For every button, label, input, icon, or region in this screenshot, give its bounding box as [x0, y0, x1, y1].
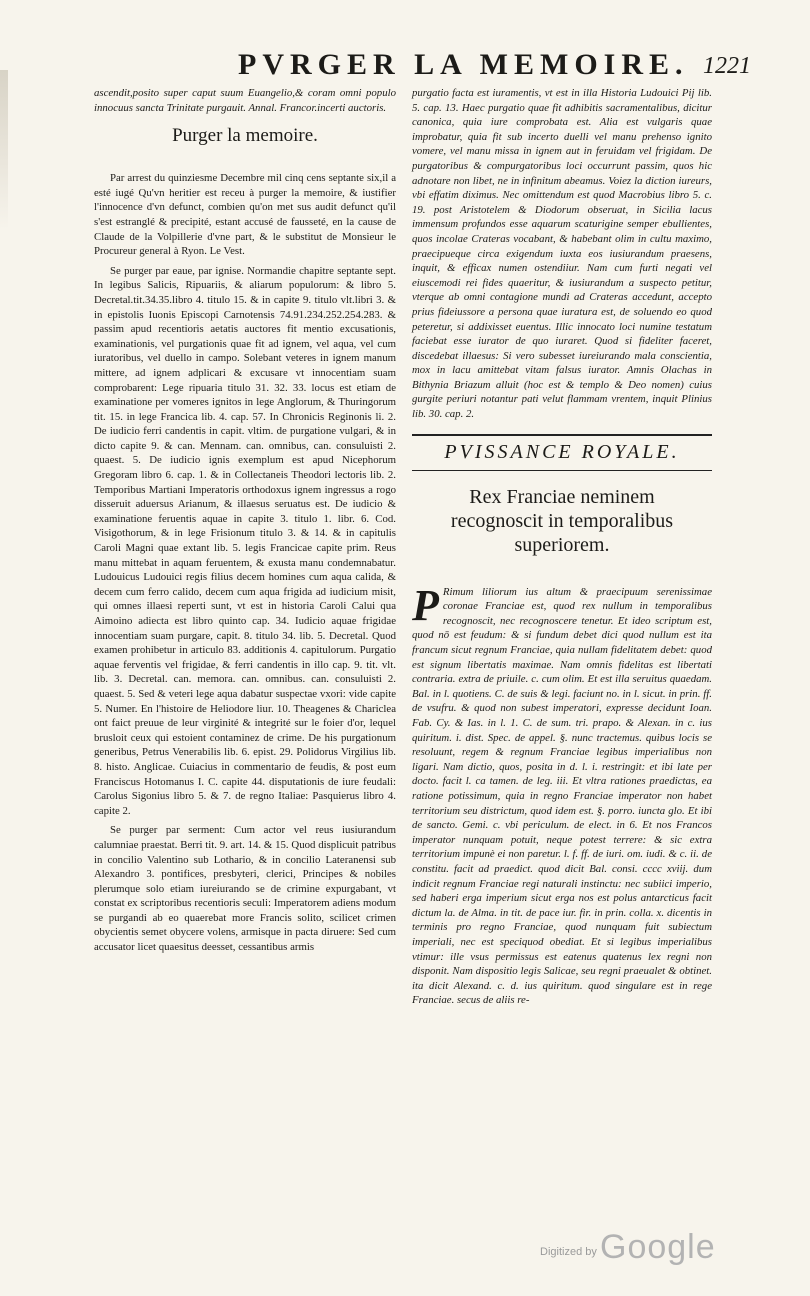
running-head: [0, 48, 810, 88]
paragraph-serment: Se purger par serment: Cum actor vel reus iusiurandum calumniae praestat. Berri tit. 9. art. 14. & 15. Quod displicuit patribus in concilio Valentino sub Lothario, & in concilio Lateranensi sub Alexandro 3. pontifices, presbyteri, clerici, Principes & nobiles plerumque solo etiam iureiurando se de crimine expurgabant, vt constat ex scriptoribus recentioris seculi: Imperatorem adiens modum se purgandi ab eo quaerebat more Francis solito, scilicet crimen obycientis semet obycere volens, armisque in pacta diruere: Sed cum accusator licet quaesitus deesset, cessantibus armis: [94, 824, 396, 954]
section-rule-top: [412, 434, 712, 436]
sub-heading-rex: Rex Franciae neminem recognoscit in temporalibus superiorem.: [450, 485, 674, 556]
section-rule-bottom: [412, 470, 712, 471]
drop-cap: P: [412, 580, 439, 630]
paragraph-purgatio: purgatio facta est iuramentis, vt est in illa Historia Ludouici Pij lib. 5. cap. 13. Haec purgatio quae fit adhibitis sacramentalibus, dicitur canonica, quia iure comprobata est. Alia est vulgaris quae improbatur, quia fit sub incerto duelli vel manu prehenso ignito vomere, vel manu missa in ignem aut in feruidam vel frigidam. De purgatoribus & compurgatoribus loci occurrunt passim, quos hic adnotare non libet, ne in infinitum abeamus. Voiez la diction iureurs, vbi effatim diximus. Nec omittendum est quod Macrobius libro 5. c. 19. post Aristotelem & Diodorum obseruat, in Sicilia lacus immensum profundos esse aquarum scaturigine semper ebullientes, quos incolae Crateras vocabant, & habebant olim in cultu maximo, praecipueque circa exigendum iuxta eos iusiurandum praesens, inquit, & efficax numen ostendiiur. Nam cum furti negati vel eiuscemodi rei fides quaeritur, & iusiurandum a suspecto petitur, vterque ab omni contagione mundi ad Crateras accedunt, accepto prius fideiussore a persona quae iuratura est, de soluendo eo quod peteretur, si addixisset euentus. Illic innocato loci numine testatum faciebat esse iurator de quo iuraret. Quod si fideliter faceret, discedebat illaesus: Si vero subesset iureiurando mala conscientia, mox in lacu amittebat vitam falsus iurator. Amnis Olachas in Bithynia Briazum alluit (hoc est & templo & Deo nomen) cuius gurgite periuri notantur pati velut flammam vrentem, inquit Plinius lib. 30. cap. 2.: [412, 87, 712, 421]
watermark-logo: Google: [600, 1228, 716, 1266]
paragraph-primum: [412, 580, 712, 1008]
paragraph-arrest: Par arrest du quinziesme Decembre mil cinq cens septante six,il a esté iugé Qu'vn heritier est receu à purger la memoire, & iustifier l'innocence d'vn defunct, combien qu'on met sus audit defunct qu'il s'est estranglé & precipité, estant accusé de fausseté, en la cause de Claude de la Volpillerie d'vne part, & le substitut de Monsieur le Procureur general à Ryon. Le Vest.: [94, 172, 396, 258]
paragraph-primum-text: Rimum liliorum ius altum & praecipuum serenissimae coronae Franciae est, quod rex nullum in temporalibus recognoscit, nec recognoscere tenetur. Et ideo scriptum est, quod nō est feudum: & si fundum debet dici quod nullum est ita francum sicut regnum Franciae, quia nullam fidelitatem debet: quod est signum libertatis maximae. Nam omnis fidelitas est libertati contraria. extra de priuile. c. cum olim. Et est illa seruitus quaedam. Bal. in l. quotiens. C. de suis & legi. faciunt no. in l. sicut. in prin. ff. de vsufru. & quod non subest imperatori, expresse decidunt Ioan. Fab. Cy. & Ias. in l. 1. C. de sum. tri. prapo. & Alexan. in c. ius quiritum. i. dist. Spec. de appel. §. nunc tractemus. quibus locis se resoluunt, regem & regnum Franciae legibus imperialibus non ligari. Nam dictio, quos, posita in d. l. i. restringit: et ibi late per docto. facit l. ca tamen. de leg. iii. Et vltra rationes praedictas, ea ratione potissimum, quia in regno Franciae imperator non habet territorium seu districtum, quod idem est. §. porro. iuncta glo. Et ibi de sancto. Gemi. c. vbi periculum. de elect. in 6. Et nos Francos imperator nunquam potuit, neque potest terrere: & sic extra territorium impunè ei non paretur. l. f. ff. de iuri. om. iudi. & c. ii. de constitu. facit ad praedict. quod dicit Bal. consi. cccc xviij. dum indicit regnum Franciae regi naturali instinctu: nec subiici imperio, sed haberi erga imperium sicut erga nos est polus antarcticus facit dictum la. de Alma. in tit. de pace iur. fir. in prin. colla. x. dicentis in terminis pro regno Franciae, quod nunquam fuit subiectum imperiali, nec est speciquod obediat. Et si legibus imperialibus vtimur: ille vsus permissus est eatenus quatenus lex regni non disponit. Nam dispositio legis Salicae, seu regni praeualet & obtinet. ita dicit Alexand. c. d. ius quiritum. quod singulare est in rege Franciae. secus de aliis re-: [412, 585, 712, 1007]
paragraph-eaue-feu: Se purger par eaue, par ignise. Normandie chapitre septante sept. In legibus Salicis, Ripuariis, & aliarum populorum: & libro 5. Decretal.tit.34.35.libro 4. titulo 15. & in capite 9. titulo vlt.libri 3. & in epistolis Iuonis Episcopi Carnotensis 74.91.234.252.254.283. & passim apud recentioris aetatis auctores fit mentio excusationis, examinationis, vel purgationis quae fit ad ignem, vel aqua, vel cum iuratoribus, vel duello in campo. Solebant veteres in ignem manum mittere, ad ignem adplicari & excusare vt innocentiam suam comprobarent: Lege ripuaria titulo 31. 32. 33. locus est etiam de examinatione per vomeres ignitos in lege Anglorum, & Thuringorum tit. 15. in lege Francica lib. 4. cap. 57. In Chronicis Reginonis li. 2. De iudicio ferri candentis in capit. vltim. de purgatione vulgari, & in dicto capite 9. & can. Mennam. can. omnibus, can. consuluisti 2. quaest. 5. De iudicio ignis exemplum est apud Nicephorum Gregoram libro 6. cap. 1. & in Collectaneis Theodori lectoris lib. 2. Temporibus Martiani Imperatoris orthodoxus ignem ingressus a rogo disseruit aduersus Arianum, & illaesus seruatus est. De iudicio & examinatione feruentis aquae in capite 3. titulo 1. libr. 6. Cod. Visigothorum, & in lege Frisionum titulo 3. & 14. & in capitulis Caroli Magni quae extant lib. 5. legis Francicae capite prim. Reus manu mittebat in aquam feruentem, & exusta manu condemnabatur. Ludouicus Ludouici regis filius decem homines cum aqua calida, & decem cum ferro calido, decem cum aqua frigida ad iudicium misit, qui omnes illaesi reperti sunt, vt est in historia Caroli Calui qua Aimoino adiecta est libro quinto cap. 34. Iudicio aquae frigidae innocentiam suam purgare, capit. 8. titulo 34. lib. 5. Decretal. Quod examen prohibetur in articulo 83. additionis 4. capitulorum. Purgatio aquae ferventis vel frigidae, & ferri candentis in illo cap. 9. tit. vlt. lib. 3. Decretal. can. memora. can. omnibus. can. consuluisti 2. quaest. 5. Sed & veteri lege aqua dabatur suspectae vxori: vide capite 5. Numer. En l'histoire de Heliodore liur. 10. Theagenes & Chariclea ont faict preuue de leur virginité & integrité sur le foier d'or, lequel brusloit ceux qui estoient contaminez de crime. De his purgationum generibus, Petrus Venerabilis lib. 6. epist. 29. Polidorus Virgilius lib. 8. histo. Anglicae. Cuiacius in commentario de feudis, & post eum Franciscus Hotomanus I. C. capite 44. disputationis de iure feudali: Carolus Sigonius libro 5. & 7. de regno Italiae: Pasquierus libro 4. capite 2.: [94, 264, 396, 817]
left-column: [94, 86, 396, 960]
intro-paragraph: ascendit,posito super caput suum Euangelio,& coram omni populo innocuus sancta Trinitate purgauit. Annal. Francor.incerti auctoris.: [94, 87, 396, 114]
watermark-caption: Digitized by: [540, 1246, 597, 1258]
right-column: [412, 86, 712, 1013]
section-heading-purger: Purger la memoire.: [172, 125, 318, 147]
digitization-watermark: [540, 1228, 780, 1270]
page-edge-shadow: [0, 70, 8, 230]
section-title-puissance: PVISSANCE ROYALE.: [444, 440, 680, 463]
running-title: PVRGER LA MEMOIRE.: [238, 48, 689, 81]
page-number: 1221: [703, 53, 751, 79]
